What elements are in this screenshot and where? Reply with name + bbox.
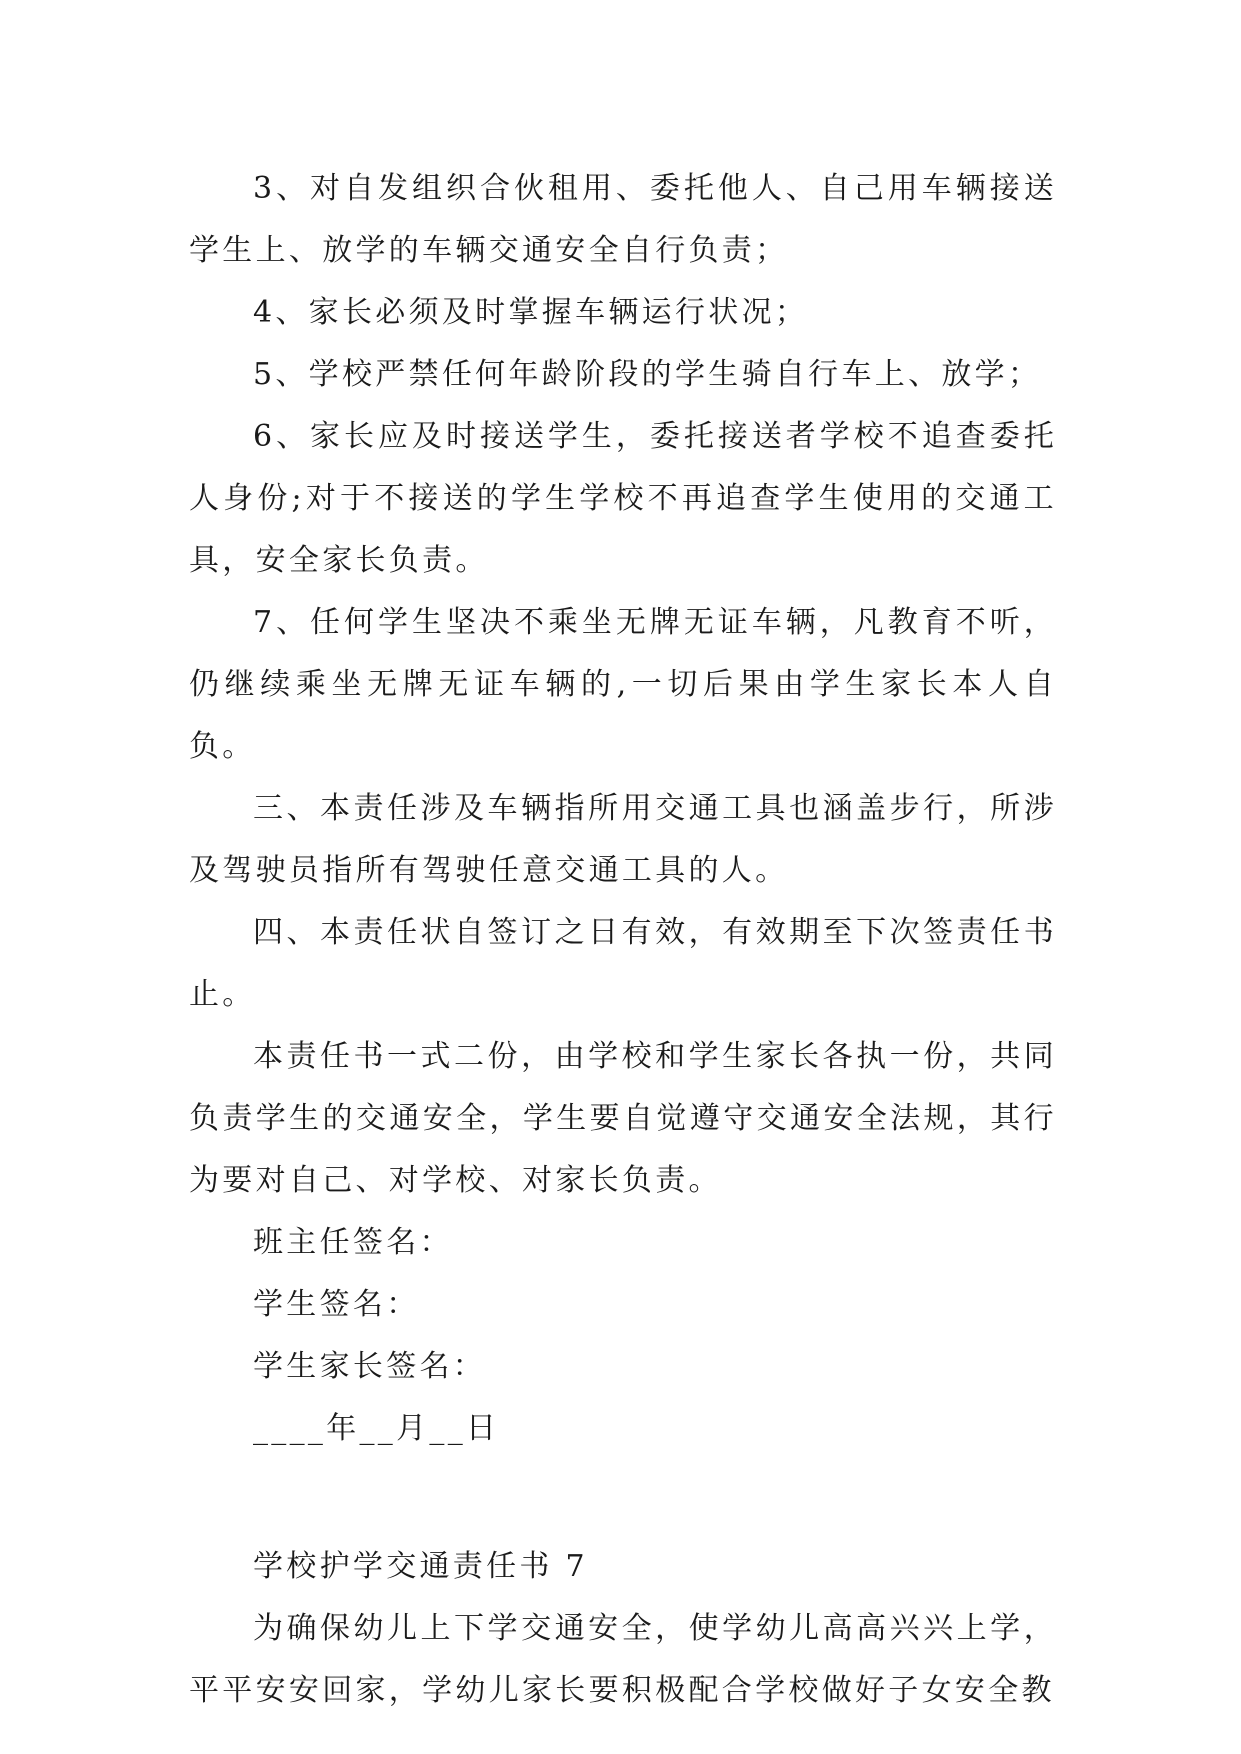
clause-4: 4、家长必须及时掌握车辆运行状况；: [253, 295, 809, 330]
next-document-paragraph: 为确保幼儿上下学交通安全，使学幼儿高高兴兴上学，平平安安回家，学幼儿家长要积极配合学校做好子女安全教: [189, 1611, 1057, 1708]
clause-7: 7、任何学生坚决不乘坐无牌无证车辆，凡教育不听，仍继续乘坐无牌无证车辆的,一切后果由学生家长本人自负。: [189, 605, 1057, 764]
teacher-signature-line: 班主任签名：: [253, 1225, 453, 1260]
copies-statement: 本责任书一式二份，由学校和学生家长各执一份，共同负责学生的交通安全，学生要自觉遵守交通安全法规，其行为要对自己、对学校、对家长负责。: [189, 1039, 1057, 1198]
clause-5: 5、学校严禁任何年龄阶段的学生骑自行车上、放学；: [253, 357, 1042, 392]
next-document-title: 学校护学交通责任书 7: [253, 1549, 588, 1584]
date-line: ____年__月__日: [253, 1411, 500, 1446]
section-4: 四、本责任状自签订之日有效，有效期至下次签责任书止。: [189, 915, 1057, 1012]
clause-3: 3、对自发组织合伙租用、委托他人、自己用车辆接送学生上、放学的车辆交通安全自行负责；: [189, 171, 1057, 268]
section-3: 三、本责任涉及车辆指所用交通工具也涵盖步行，所涉及驾驶员指所有驾驶任意交通工具的人。: [189, 791, 1057, 888]
student-signature-line: 学生签名：: [253, 1287, 420, 1322]
clause-6: 6、家长应及时接送学生，委托接送者学校不追查委托人身份;对于不接送的学生学校不再追查学生使用的交通工具，安全家长负责。: [189, 419, 1057, 578]
document-body: [189, 158, 1057, 1722]
parent-signature-line: 学生家长签名：: [253, 1349, 487, 1384]
